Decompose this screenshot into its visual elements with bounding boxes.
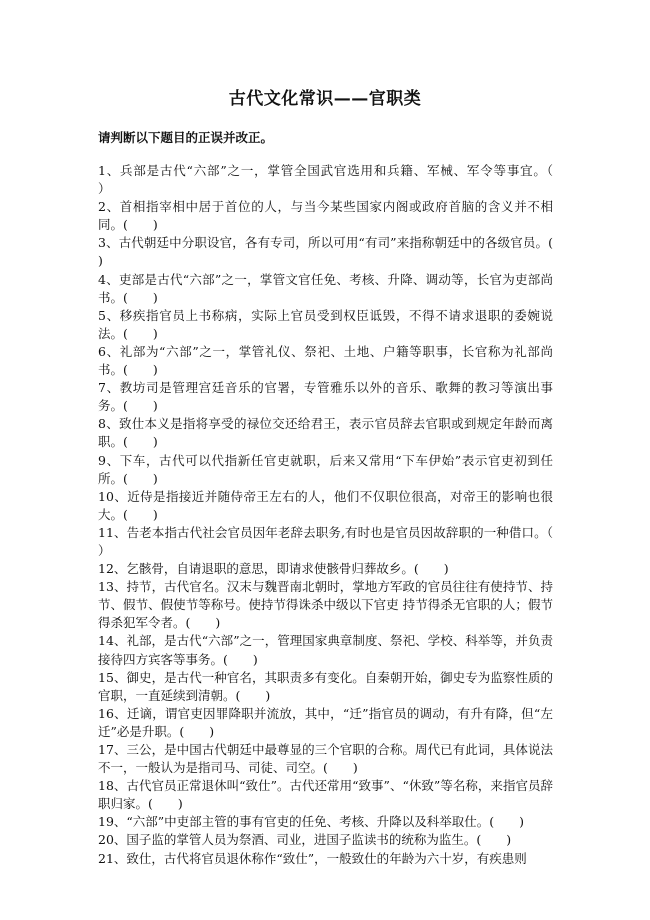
question-item: 4、吏部是古代“六部”之一，掌管文官任免、考核、升降、调动等，长官为吏部尚书。( ) (98, 271, 553, 305)
question-item: 18、古代官员正常退休叫“致仕”。古代还常用“致事”、“休致”等名称，来指官员辞职归家。( ) (98, 778, 553, 812)
question-item: 9、下车，古代可以代指新任官吏就职，后来又常用“下车伊始”表示官吏初到任所。( ) (98, 452, 553, 486)
question-list (98, 162, 579, 868)
question-item: 15、御史，是古代一种官名，其职责多有变化。自秦朝开始，御史专为监察性质的官职，一直延续到清朝。( ) (98, 669, 553, 703)
question-item: 8、致仕本义是指将享受的禄位交还给君王，表示官员辞去官职或到规定年龄而离职。( ) (98, 416, 553, 450)
question-item: 16、迁谪，谓官吏因罪降职并流放，其中，“迁”指官员的调动，有升有降，但“左迁”必是升职。( ) (98, 705, 553, 739)
question-item: 1、兵部是古代“六部”之一，掌管全国武官选用和兵籍、军械、军令等事宜。（ ） (98, 163, 579, 197)
question-item: 12、乞骸骨，自请退职的意思，即请求使骸骨归葬故乡。( ) (98, 561, 449, 577)
instruction-text: 请判断以下题目的正误并改正。 (98, 130, 274, 145)
question-item: 21、致仕，古代将官员退休称作“致仕”，一般致仕的年龄为六十岁，有疾患则 (98, 850, 527, 866)
question-item: 19、“六部”中吏部主管的事有官吏的任免、考核、升降以及科举取仕。( ) (98, 814, 524, 830)
question-item: 6、礼部为“六部”之一，掌管礼仪、祭祀、土地、户籍等职事，长官称为礼部尚书。( ) (98, 343, 553, 378)
question-item: 7、教坊司是管理宫廷音乐的官署，专管雅乐以外的音乐、歌舞的教习等演出事务。( ) (98, 380, 553, 414)
question-item: 11、告老本指古代社会官员因年老辞去职务,有时也是官员因故辞职的一种借口。（ ） (98, 524, 579, 558)
question-item: 2、首相指宰相中居于首位的人，与当今某些国家内阁或政府首脑的含义并不相同。( ) (98, 199, 553, 233)
page-title: 古代文化常识——官职类 (228, 89, 422, 109)
question-item: 3、古代朝廷中分职设官，各有专司，所以可用“有司”来指称朝廷中的各级官员。( ) (98, 235, 579, 269)
question-item: 20、国子监的掌管人员为祭酒、司业，进国子监读书的统称为监生。( ) (98, 832, 512, 848)
question-item: 14、礼部，是古代“六部”之一，管理国家典章制度、祭祀、学校、科举等，并负责接待四方宾客等事务。( ) (98, 633, 553, 667)
question-item: 17、三公，是中国古代朝廷中最尊显的三个官职的合称。周代已有此词，具体说法不一，一般认为是指司马、司徒、司空。( ) (98, 742, 553, 776)
question-item: 5、移疾指官员上书称病，实际上官员受到权臣诋毁，不得不请求退职的委婉说法。( ) (98, 307, 553, 341)
question-item: 10、近侍是指接近并随侍帝王左右的人，他们不仅职位很高，对帝王的影响也很大。( ) (98, 488, 553, 522)
question-item: 13、持节，古代官名。汉末与魏晋南北朝时，掌地方军政的官员往往有使持节、持节、假节、假使节等称号。使持节得诛杀中级以下官吏 持节得杀无官职的人；假节得杀犯军令者。( ) (98, 579, 553, 631)
